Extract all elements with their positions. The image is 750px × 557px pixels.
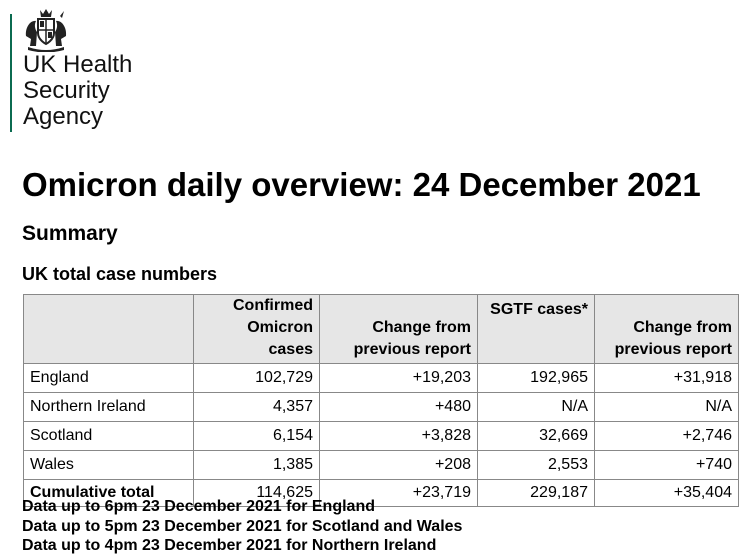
row-region: Northern Ireland [24,393,194,422]
data-notes [22,497,462,556]
total-sgtf: 229,187 [478,480,595,507]
header-change-sgtf [595,295,739,364]
row-change-confirmed: +208 [320,451,478,480]
total-confirmed: 114,625 [194,480,320,507]
table-row [24,451,739,480]
table-header-row [24,295,739,364]
header-change-sgtf-text: Change from previous report [614,319,732,358]
header-confirmed-text: Confirmed Omicron cases [233,297,313,358]
total-region: Cumulative total [24,480,194,507]
header-confirmed [194,295,320,364]
note-line: Data up to 6pm 23 December 2021 for England [22,498,375,515]
header-change-confirmed-text: Change from previous report [353,319,471,358]
org-name-line-1: UK Health [23,51,133,78]
table-row [24,393,739,422]
row-region: Wales [24,451,194,480]
row-region: Scotland [24,422,194,451]
table-heading: UK total case numbers [22,264,218,284]
ukhsa-logo [10,6,210,132]
row-confirmed: 4,357 [194,393,320,422]
row-sgtf: 192,965 [478,364,595,393]
page-title: Omicron daily overview: 24 December 2021 [22,166,701,203]
row-change-confirmed: +19,203 [320,364,478,393]
header-sgtf [478,295,595,364]
row-change-sgtf: +31,918 [595,364,739,393]
org-name-line-2: Security [23,77,110,104]
row-confirmed: 1,385 [194,451,320,480]
note-line: Data up to 5pm 23 December 2021 for Scotland and Wales [22,517,463,535]
royal-coat-of-arms-icon [22,6,70,52]
row-change-confirmed: +3,828 [320,422,478,451]
row-change-sgtf: +2,746 [595,422,739,451]
row-region: England [24,364,194,393]
header-region [24,295,194,364]
total-change-confirmed: +23,719 [320,480,478,507]
row-change-sgtf: +740 [595,451,739,480]
row-change-confirmed: +480 [320,393,478,422]
row-sgtf: 2,553 [478,451,595,480]
summary-heading: Summary [22,222,118,245]
row-sgtf: N/A [478,393,595,422]
total-change-sgtf: +35,404 [595,480,739,507]
row-change-sgtf: N/A [595,393,739,422]
header-change-confirmed [320,295,478,364]
row-confirmed: 6,154 [194,422,320,451]
header-sgtf-text: SGTF cases* [490,301,588,318]
case-numbers-table [23,294,739,507]
note-line: Data up to 4pm 23 December 2021 for Northern Ireland [22,537,437,554]
row-confirmed: 102,729 [194,364,320,393]
table-row [24,364,739,393]
logo-accent-bar [10,14,12,132]
org-name-line-3: Agency [23,103,104,130]
org-name [23,52,132,130]
table-row [24,422,739,451]
row-sgtf: 32,669 [478,422,595,451]
